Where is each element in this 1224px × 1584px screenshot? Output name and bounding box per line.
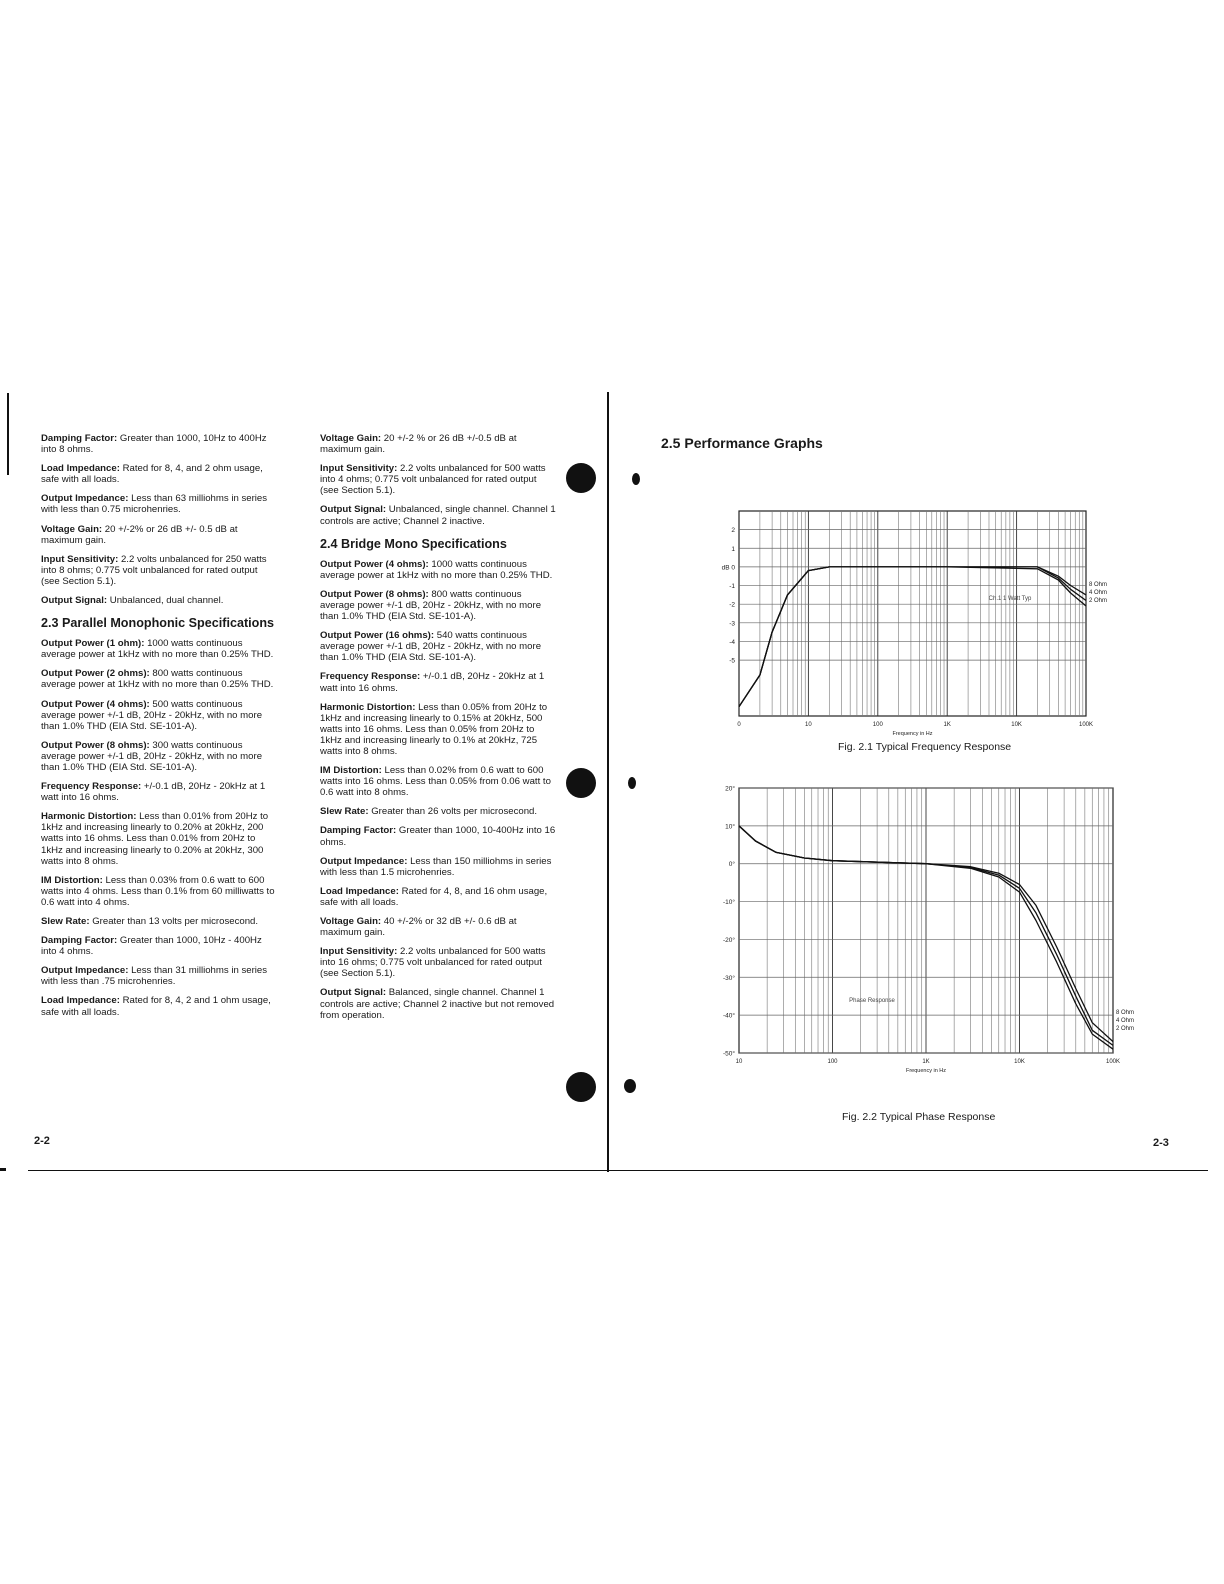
page-number-right: 2-3 [1153,1137,1169,1149]
y-tick-label: -2 [729,601,735,609]
spec-text: Greater than 13 volts per microsecond. [92,916,259,927]
spec-paragraph [320,702,556,757]
spec-label: Load Impedance: [41,463,120,475]
spec-label: Damping Factor: [320,825,397,837]
phase-response-chart [700,778,1140,1078]
spec-label: Output Power (8 ohms): [41,739,150,751]
spec-paragraph [41,916,277,927]
spec-text: Greater than 26 volts per microsecond. [371,806,538,818]
spec-label: Output Impedance: [41,493,129,505]
spec-paragraph [320,825,556,847]
spec-label: Frequency Response: [320,671,421,683]
y-tick-label: 1 [731,545,735,553]
spec-text: Greater than 1000, 10Hz to 400Hz into 8 ohms. [41,433,267,456]
x-tick-label: 10 [735,1059,743,1065]
left-page-column-1 [41,433,277,1026]
spec-paragraph [41,668,277,690]
spec-paragraph [320,589,556,622]
spec-text: Rated for 8, 4, and 2 ohm usage, safe with all loads. [41,463,263,486]
spec-text: 500 watts continuous average power +/-1 dB, 20Hz - 20kHz, with no more than 1.0% THD (EIA Std. SE-101-A). [41,698,263,732]
x-axis-label: Frequency in Hz [905,1068,947,1074]
spec-label: Damping Factor: [41,433,118,444]
spec-text: Less than 0.03% from 0.6 watt to 600 watts into 4 ohms. Less than 0.1% from 60 milliwatts to 0.6 watt into 4 ohms. [41,874,275,908]
spec-paragraph [41,875,277,908]
figure-2-2-caption: Fig. 2.2 Typical Phase Response [842,1111,996,1123]
spec-text: 800 watts continuous average power +/-1 dB, 20Hz - 20kHz, with no more than 1.0% THD (EIA Std. SE-101-A). [320,588,542,623]
frequency-response-chart [700,500,1140,760]
spec-paragraph [41,638,277,660]
y-tick-label: 0° [728,861,735,869]
series-line-8-ohm [739,567,1086,707]
spec-text: 2.2 volts unbalanced for 500 watts into 16 ohms; 0.775 volt unbalanced for rated output (see Section 5.1). [320,946,546,980]
spec-text: 800 watts continuous average power at 1kHz with no more than 0.25% THD. [41,668,274,691]
spec-paragraph [320,463,556,496]
series-line-4-ohm [739,567,1086,707]
y-tick-label: -5 [729,657,735,665]
spec-label: Voltage Gain: [41,523,103,535]
spec-paragraph [320,433,556,455]
spec-text: 2.2 volts unbalanced for 250 watts into 8 ohms; 0.775 volt unbalanced for rated output (see Section 5.1). [41,553,267,587]
spec-text: Less than 63 milliohms in series with less than 0.75 microhenries. [41,493,268,516]
spec-paragraph [41,493,277,515]
spec-paragraph [41,595,277,606]
y-tick-label: dB 0 [721,564,735,572]
y-tick-label: -3 [729,620,735,628]
spec-text: +/-0.1 dB, 20Hz - 20kHz at 1 watt into 16 ohms. [41,781,266,804]
spec-text: Rated for 8, 4, 2 and 1 ohm usage, safe with all loads. [41,995,271,1018]
plot-frame [739,511,1086,716]
spec-label: Output Power (4 ohms): [41,698,150,710]
spec-text: Less than 0.01% from 20Hz to 1kHz and increasing linearly to 0.20% at 20kHz, 200 watts into 16 ohms. Less than 0.01% from 20Hz to 1kHz and increasing linearly to 0.20% at 20kHz, 300 watts into 8 ohms. [41,811,269,867]
left-page-column-2 [320,433,556,1029]
spec-text: Greater than 1000, 10-400Hz into 16 ohms. [320,825,556,848]
spec-label: Output Power (8 ohms): [320,588,429,600]
spec-paragraph [41,524,277,546]
x-tick-label: 0 [737,722,741,728]
spec-text: 1000 watts continuous average power at 1kHz with no more than 0.25% THD. [41,638,274,661]
spec-paragraph [320,856,556,878]
spec-paragraph [41,935,277,957]
spec-label: Output Power (1 ohm): [41,638,145,650]
spec-label: Output Signal: [41,595,108,607]
spec-text: Less than 150 milliohms in series with less than 1.5 microhenries. [320,855,552,878]
spec-paragraph [320,630,556,663]
binder-mark-top [632,473,640,485]
x-tick-label: 10K [1014,1059,1025,1065]
center-spine-rule [607,392,609,1172]
y-tick-label: -30° [723,974,735,982]
spec-paragraph [320,765,556,798]
binder-hole-middle [566,768,596,798]
y-tick-label: 10° [725,823,735,831]
x-tick-label: 100 [827,1059,838,1065]
spec-text: 1000 watts continuous average power at 1kHz with no more than 0.25% THD. [320,558,553,581]
left-edge-rule [7,393,9,475]
spec-paragraph [320,671,556,693]
legend-label: 8 Ohm [1089,582,1108,588]
y-tick-label: -50° [723,1050,735,1058]
y-tick-label: 2 [731,527,735,535]
spec-text: Less than 0.05% from 20Hz to 1kHz and increasing linearly to 0.15% at 20kHz, 500 watts into 16 ohms. Less than 0.05% from 20Hz to 1kHz and increasing linearly to 0.1% at 20kHz, 725 watts into 8 ohms. [320,701,548,757]
spec-label: Voltage Gain: [320,433,382,444]
spec-text: Unbalanced, single channel. Channel 1 controls are active; Channel 2 inactive. [320,504,556,527]
x-tick-label: 10 [805,722,812,728]
spec-label: Frequency Response: [41,781,142,793]
x-tick-label: 100K [1078,722,1094,728]
spec-paragraph [320,916,556,938]
series-line-2-ohm [739,567,1086,707]
x-axis-label: Frequency in Hz [892,731,933,737]
spec-label: Load Impedance: [320,885,399,897]
section-heading: 2.3 Parallel Monophonic Specifications [41,616,275,631]
bottom-rule [28,1170,1208,1171]
spec-text: 540 watts continuous average power +/-1 dB, 20Hz - 20kHz, with no more than 1.0% THD (EIA Std. SE-101-A). [320,630,542,664]
spec-label: Output Power (4 ohms): [320,558,429,570]
spec-label: Output Impedance: [41,965,129,977]
spec-label: Voltage Gain: [320,916,382,927]
spec-text: 20 +/-2% or 26 dB +/- 0.5 dB at maximum gain. [41,523,238,546]
spec-paragraph [41,740,277,773]
spec-text: Balanced, single channel. Channel 1 controls are active; Channel 2 inactive but not removed from operation. [320,987,555,1021]
spec-text: 20 +/-2 % or 26 dB +/-0.5 dB at maximum gain. [320,433,517,456]
spec-paragraph [320,504,556,526]
binder-hole-bottom [566,1072,596,1102]
spec-paragraph [41,965,277,987]
spec-label: Input Sensitivity: [320,463,398,475]
spec-label: Damping Factor: [41,935,118,947]
spec-text: Greater than 1000, 10Hz - 400Hz into 4 ohms. [41,935,262,958]
legend-label: 4 Ohm [1116,1018,1135,1024]
x-tick-label: 100K [1105,1059,1121,1065]
spec-paragraph [41,811,277,866]
y-tick-label: 20° [725,785,735,793]
spec-label: Input Sensitivity: [41,553,119,565]
legend-label: 8 Ohm [1116,1010,1135,1016]
spec-label: Output Impedance: [320,855,408,867]
x-tick-label: 10K [1011,722,1022,728]
spec-paragraph [320,806,556,817]
legend-label: 2 Ohm [1089,598,1108,604]
spec-label: Input Sensitivity: [320,946,398,958]
chart-annotation: Ch.1 1 Watt Typ [988,596,1032,602]
spec-paragraph [41,699,277,732]
spec-paragraph [320,987,556,1020]
spec-label: Output Power (16 ohms): [320,630,435,642]
chart-annotation: Phase Response [849,998,895,1004]
y-tick-label: -10° [723,899,735,907]
spec-paragraph [41,781,277,803]
figure-2-1-caption: Fig. 2.1 Typical Frequency Response [838,741,1012,753]
spec-paragraph [41,433,277,455]
binder-mark-bottom [624,1079,636,1093]
spec-label: Output Signal: [320,504,387,516]
page-number-left: 2-2 [34,1135,50,1147]
y-tick-label: -1 [729,583,735,591]
spec-text: +/-0.1 dB, 20Hz - 20kHz at 1 watt into 16 ohms. [320,671,545,694]
spec-label: Output Power (2 ohms): [41,668,150,680]
spec-label: Slew Rate: [41,916,90,927]
section-heading: 2.4 Bridge Mono Specifications [320,536,507,551]
binder-hole-top [566,463,596,493]
spec-label: IM Distortion: [41,874,103,886]
spec-label: Load Impedance: [41,995,120,1007]
spec-paragraph [41,463,277,485]
spec-text: Unbalanced, dual channel. [109,595,224,607]
spec-text: 2.2 volts unbalanced for 500 watts into 4 ohms; 0.775 volt unbalanced for rated output (see Section 5.1). [320,463,546,497]
graphs-section-title: 2.5 Performance Graphs [661,435,823,451]
binder-mark-middle [628,777,636,789]
spec-paragraph [320,886,556,908]
x-tick-label: 1K [922,1059,930,1065]
y-tick-label: -4 [729,638,735,646]
spec-text: Less than 0.02% from 0.6 watt to 600 watts into 16 ohms. Less than 0.05% from 0.06 watt to 0.6 watt into 8 ohms. [320,765,551,799]
x-tick-label: 100 [872,722,883,728]
spec-text: 300 watts continuous average power +/-1 dB, 20Hz - 20kHz, with no more than 1.0% THD (EIA Std. SE-101-A). [41,739,263,773]
spec-label: Output Signal: [320,987,387,999]
spec-paragraph [41,995,277,1017]
bottom-left-mark [0,1168,6,1171]
spec-paragraph [41,554,277,587]
y-tick-label: -20° [723,936,735,944]
spec-text: Rated for 4, 8, and 16 ohm usage, safe with all loads. [320,885,548,908]
spec-label: Slew Rate: [320,806,369,818]
spec-label: Harmonic Distortion: [41,811,137,823]
spec-text: 40 +/-2% or 32 dB +/- 0.6 dB at maximum gain. [320,916,517,939]
legend-label: 4 Ohm [1089,590,1108,596]
x-tick-label: 1K [943,722,951,728]
spec-label: Harmonic Distortion: [320,701,416,713]
y-tick-label: -40° [723,1012,735,1020]
spec-text: Less than 31 milliohms in series with less than .75 microhenries. [41,965,268,988]
spec-label: IM Distortion: [320,765,382,777]
spec-paragraph [320,559,556,581]
legend-label: 2 Ohm [1116,1026,1135,1032]
spec-paragraph [320,946,556,979]
